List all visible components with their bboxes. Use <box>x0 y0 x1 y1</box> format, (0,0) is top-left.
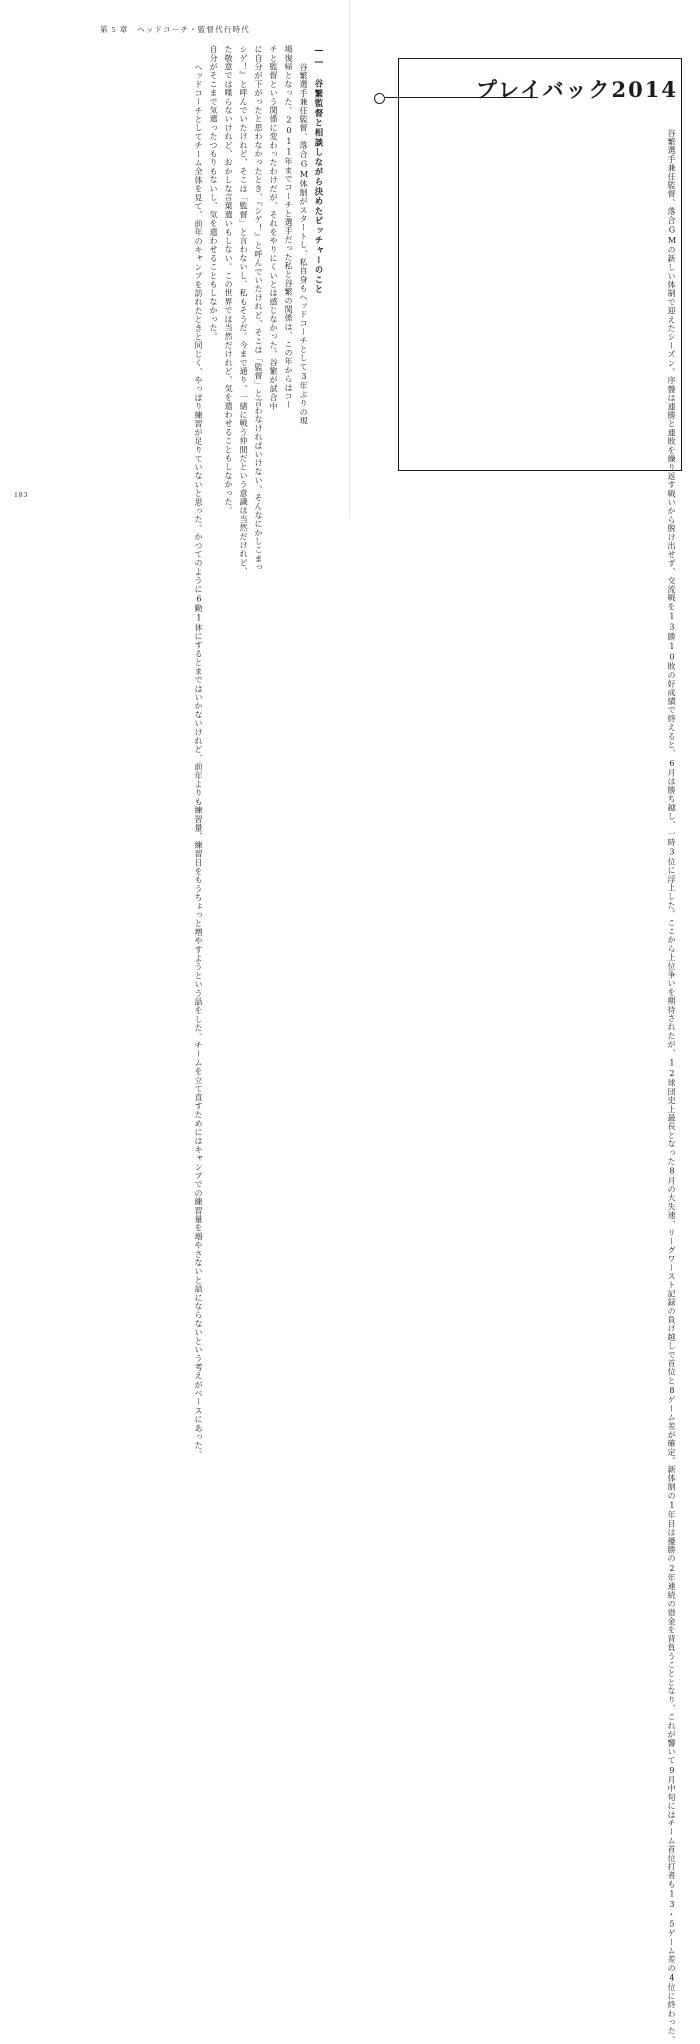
body-column: シゲ！』と呼んでいたけれど、そこは「監督」と言わないし、私もそうだ。今まで通り、一緒に戦う仲間だという意識は当然だけれど、 <box>239 45 249 576</box>
running-head: 第 5 章 ヘッドコーチ・監督代行時代 <box>100 25 250 34</box>
section-heading: ―― 谷繁監督と相談しながら決めたピッチャーのこと <box>314 45 324 295</box>
left-page-body <box>30 45 324 1459</box>
page-folio: 183 <box>14 490 29 499</box>
right-page <box>350 0 700 2044</box>
left-page <box>0 0 350 1459</box>
body-column: 自分がそこまで気遣ったつもりもないし、気を遣わせることもしなかった。 <box>209 45 219 341</box>
right-page-body <box>420 120 677 2044</box>
body-column: に自分が下がったと思わなかったとき、『シゲ！』と呼んでいたけれど、そこは「監督」と言わなければいけない。そんなにかしこまっ <box>254 45 264 572</box>
body-column: 谷繁選手兼任監督、落合GMの新しい体制で迎えたシーズン。序盤は連勝と連敗を繰り返す戦いから脱け出せず、交流戦を13勝10敗の好成績で終えると、6月は勝ち越し、一時3位に浮上した。ここから上位争いを期待されたが、12球団史上最長となった8月の大失速、リーグワースト記録の負け越しで首位と8ゲーム差が確定。新体制の1年目は優勝の2年連続の借金を背負うこととなり、これが響いて9月中旬にはチーム首位打者も13・5ゲーム差の4位に終わった。 <box>667 120 677 2044</box>
body-column: ヘッドコーチとしてチーム全体を見て、前年のキャンプを訪れたときと同じく、やっぱり練習が足りていないと思った。かつてのように6勤1休にするとまではいかないけれど、前年よりも練習量、練習日をもうちょっと増やすようという話をした。チームを立て直すためにはキャンプでの練習量を増やさないと話にならないという考えがベースにあった。 <box>194 54 204 1459</box>
body-column: 場復帰となった。2011年までコーチと選手だった私と谷繁の関係は、この年からはコー <box>284 45 294 410</box>
body-column: チと監督という関係に変わったわけだが、それをやりにくいとは感じなかった。谷繁が試合中 <box>269 45 279 411</box>
body-column: 谷繁選手兼任監督、落合GM体制がスタートし、私自身もヘッドコーチとして3年ぶりの現 <box>299 54 309 426</box>
body-column: た敬意では喋らないけれど、おかしな言葉遣いもしない。この世界では当然だけれど、気を遣わせることもしなかった。 <box>224 45 234 515</box>
chapter-title: プレイバック2014 <box>475 77 678 102</box>
chapter-opener-dot <box>374 93 385 104</box>
